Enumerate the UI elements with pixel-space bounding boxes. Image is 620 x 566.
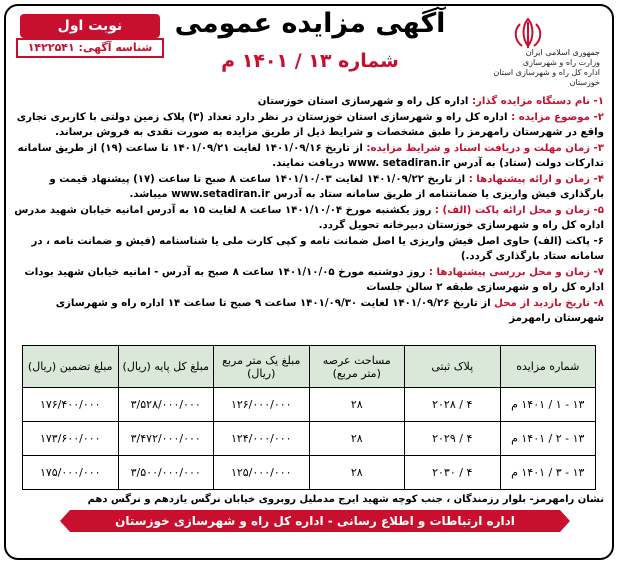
cell-plate: ۴ / ۲۰۳۰ [405,456,501,490]
table-row [23,422,596,456]
cell-auction-number: ۱۳ - ۳ / ۱۴۰۱ م [500,456,596,490]
cell-plate: ۴ / ۲۰۲۹ [405,422,501,456]
cell-unit-price: ۱۲۵/۰۰۰/۰۰۰ [214,456,310,490]
clause-7 [14,265,604,296]
clause-2 [14,110,604,141]
ad-title: آگهی مزایده عمومی [174,8,446,39]
clause-label: ۲- موضوع مزایده : [511,111,604,123]
header-unit-price: مبلغ یک متر مربع (ریال) [214,346,310,388]
cell-base-price: ۳/۵۰۰/۰۰۰/۰۰۰ [118,456,214,490]
clause-3 [14,141,604,172]
clause-label: ۵- زمان و محل ارائه پاکت (الف) : [434,204,604,216]
cell-base-price: ۳/۵۲۸/۰۰۰/۰۰۰ [118,388,214,422]
table-row [23,456,596,490]
cell-auction-number: ۱۳ - ۱ / ۱۴۰۱ م [500,388,596,422]
clause-8 [14,296,604,327]
clause-label: ۷- زمان و محل بررسی پیشنهادها : [428,266,604,278]
clause-5 [14,203,604,234]
clause-label: ۸- تاریخ بازدید از محل [494,297,604,309]
clause-1 [14,94,604,110]
org-line-2: وزارت راه و شهرسازی [522,58,600,67]
auction-items-table [22,345,596,490]
clause-6 [14,234,604,265]
header-auction-number: شماره مزایده [500,346,596,388]
header-guarantee: مبلغ تضمین (ریال) [23,346,119,388]
clause-text: اداره کل راه و شهرسازی استان خوزستان [257,96,472,107]
clause-4 [14,172,604,203]
cell-unit-price: ۱۲۶/۰۰۰/۰۰۰ [214,388,310,422]
ad-id-box: شناسه آگهی: ۱۴۲۲۵۴۱ [16,38,164,58]
clause-text: اداره کل راه و شهرسازی استان خوزستان در نظر دارد تعداد (۳) پلاک زمین دولتی با کاربری تجاری واقع در شهرستان رامهرمز را طبق مشخصات و شرایط ذیل از طریق مزایده به صورت نقدی به فروش برساند. [16,111,604,138]
clause-label: ۳- زمان مهلت و دریافت اسناد و شرایط مزایده: [366,142,604,154]
turn-badge: نوبت اول [20,14,160,38]
org-line-3: اداره کل راه و شهرسازی استان خوزستان [493,68,600,87]
table-header-row [23,346,596,388]
cell-area: ۲۸ [309,456,405,490]
table-row [23,388,596,422]
header-area: مساحت عرصه (متر مربع) [309,346,405,388]
clause-label: ۴- زمان و ارائه پیشنهادها : [468,173,604,185]
cell-auction-number: ۱۳ - ۲ / ۱۴۰۱ م [500,422,596,456]
clause-label: ۱- نام دستگاه مزایده گذار: [471,96,604,107]
org-identity [462,48,600,88]
cell-guarantee: ۱۷۳/۶۰۰/۰۰۰ [23,422,119,456]
cell-area: ۲۸ [309,422,405,456]
cell-guarantee: ۱۷۶/۴۰۰/۰۰۰ [23,388,119,422]
header-base-price: مبلغ کل پایه (ریال) [118,346,214,388]
header-plate: پلاک ثبتی [405,346,501,388]
clause-text: روز یکشنبه مورخ ۱۴۰۱/۱۰/۰۴ ساعت ۸ لغایت ۱۵ به آدرس امانیه خیابان شهید مدرس اداره کل راه و شهرسازی خوزستان دبیرخانه تحویل گردد. [14,204,604,231]
cell-guarantee: ۱۷۵/۰۰۰/۰۰۰ [23,456,119,490]
cell-area: ۲۸ [309,388,405,422]
clause-text: از تاریخ ۱۴۰۱/۰۹/۲۲ لغایت ۱۴۰۱/۱۰/۰۳ ساعت ۸ صبح تا ساعت (۱۷) پیشنهاد قیمت و بارگذاری فیش واریزی یا ضمانتنامه از طریق سامانه ستاد به آدرس www.setadiran.ir میباشد. [49,173,604,200]
org-line-1: جمهوری اسلامی ایران [525,48,600,57]
clause-text: ۶- پاکت (الف) حاوی اصل فیش واریزی یا اصل ضمانت نامه و کپی کارت ملی یا شناسنامه (فیش و ضمانت نامه ، در سامانه ستاد بارگذاری گردد.) [31,235,604,262]
cell-plate: ۴ / ۲۰۲۸ [405,388,501,422]
iran-emblem-icon [498,16,558,50]
footer-banner: اداره ارتباطات و اطلاع رسانی - اداره کل راه و شهرسازی خوزستان [70,510,560,532]
clause-text: از تاریخ ۱۴۰۱/۰۹/۲۶ لغایت ۱۴۰۱/۰۹/۳۰ ساعت ۹ صبح تا ساعت ۱۴ اداره راه و شهرسازی شهرستان رامهرمز [55,297,604,324]
clauses [14,94,604,327]
cell-unit-price: ۱۲۴/۰۰۰/۰۰۰ [214,422,310,456]
clause-text: از تاریخ ۱۴۰۱/۰۹/۱۶ لغایت ۱۴۰۱/۰۹/۲۱ تا ساعت (۱۹) از طریق سامانه تدارکات دولت (ستاد) به آدرس www. setadiran.ir دریافت نمایند. [17,142,604,169]
ad-number: شماره ۱۳ / ۱۴۰۱ م [221,50,399,72]
cell-base-price: ۳/۴۷۲/۰۰۰/۰۰۰ [118,422,214,456]
footer-address: نشان رامهرمز- بلوار رزمندگان ، جنب کوچه شهید ایرج مدملیل روبروی خیابان نرگس یازدهم و نرگس دهم [87,494,604,505]
clause-text: روز دوشنبه مورخ ۱۴۰۱/۱۰/۰۵ ساعت ۸ صبح به آدرس - امانیه خیابان شهید بودات اداره کل راه و شهرسازی طبقه ۲ سالن جلسات [24,266,604,293]
